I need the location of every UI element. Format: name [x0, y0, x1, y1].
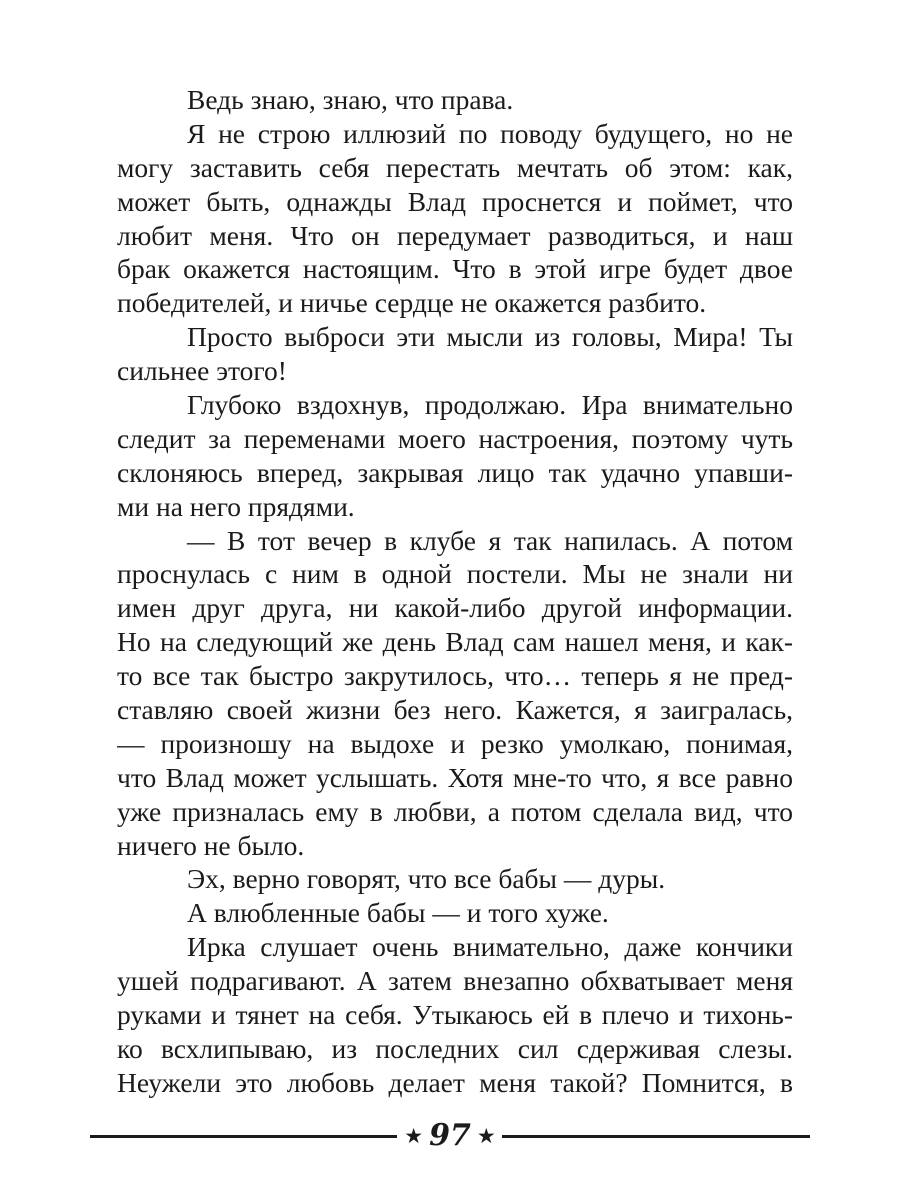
- text-line: Просто выброси эти мысли из головы, Мира! Ты: [187, 321, 793, 353]
- text-line: следит за переменами моего настроения, поэтому чуть: [117, 422, 793, 454]
- footer-rule-right: [502, 1135, 810, 1138]
- text-line: Неужели это любовь делает меня такой? Помнится, в: [117, 1066, 793, 1098]
- text-line: — В тот вечер в клубе я так напилась. А потом: [187, 524, 793, 556]
- text-line: ушей подрагивают. А затем внезапно обхватывает меня: [117, 965, 793, 997]
- star-left-icon: ★: [404, 1123, 424, 1148]
- text-line: ми на него прядями.: [117, 490, 355, 522]
- text-line: имен друг друга, ни какой-либо другой информации.: [117, 592, 793, 624]
- page-footer: [90, 1118, 810, 1154]
- text-line: уже призналась ему в любви, а потом сделала вид, что: [117, 795, 793, 827]
- text-line: могу заставить себя перестать мечтать об этом: как,: [117, 151, 793, 183]
- text-line: проснулась с ним в одной постели. Мы не знали ни: [117, 558, 793, 590]
- text-line: Но на следующий же день Влад сам нашел меня, и как-: [117, 626, 793, 658]
- text-line: любит меня. Что он передумает разводиться, и наш: [117, 219, 793, 251]
- text-line: ко всхлипываю, из последних сил сдерживая слезы.: [117, 1032, 793, 1064]
- body-text: [117, 83, 793, 1100]
- text-line: Глубоко вздохнув, продолжаю. Ира внимательно: [187, 389, 793, 421]
- text-line: что Влад может услышать. Хотя мне-то что, я все равно: [117, 761, 793, 793]
- text-line: Ирка слушает очень внимательно, даже кончики: [187, 931, 793, 963]
- text-line: склоняюсь вперед, закрывая лицо так удачно упавши-: [117, 456, 793, 488]
- text-line: брак окажется настоящим. Что в этой игре будет двое: [117, 253, 793, 285]
- text-line: может быть, однажды Влад проснется и поймет, что: [117, 185, 793, 217]
- footer-rule-left: [90, 1135, 397, 1138]
- star-right-icon: ★: [476, 1123, 496, 1148]
- text-line: руками и тянет на себя. Утыкаюсь ей в плечо и тихонь-: [117, 999, 793, 1031]
- text-line: сильнее этого!: [117, 355, 287, 387]
- text-line: Ведь знаю, знаю, что права.: [187, 84, 514, 115]
- text-line: ничего не было.: [117, 829, 305, 861]
- text-line: ставляю своей жизни без него. Кажется, я заигралась,: [117, 694, 793, 726]
- page-number-group: [403, 1118, 497, 1154]
- page-number: 97: [429, 1118, 471, 1153]
- text-line: Я не строю иллюзий по поводу будущего, но не: [187, 117, 793, 149]
- text-line: победителей, и ничье сердце не окажется разбито.: [117, 287, 707, 319]
- text-line: то все так быстро закрутилось, что… теперь я не пред-: [117, 660, 793, 692]
- text-line: — произношу на выдохе и резко умолкаю, понимая,: [117, 727, 793, 759]
- text-line: А влюбленные бабы — и того хуже.: [187, 897, 609, 929]
- text-line: Эх, верно говорят, что все бабы — дуры.: [187, 863, 666, 895]
